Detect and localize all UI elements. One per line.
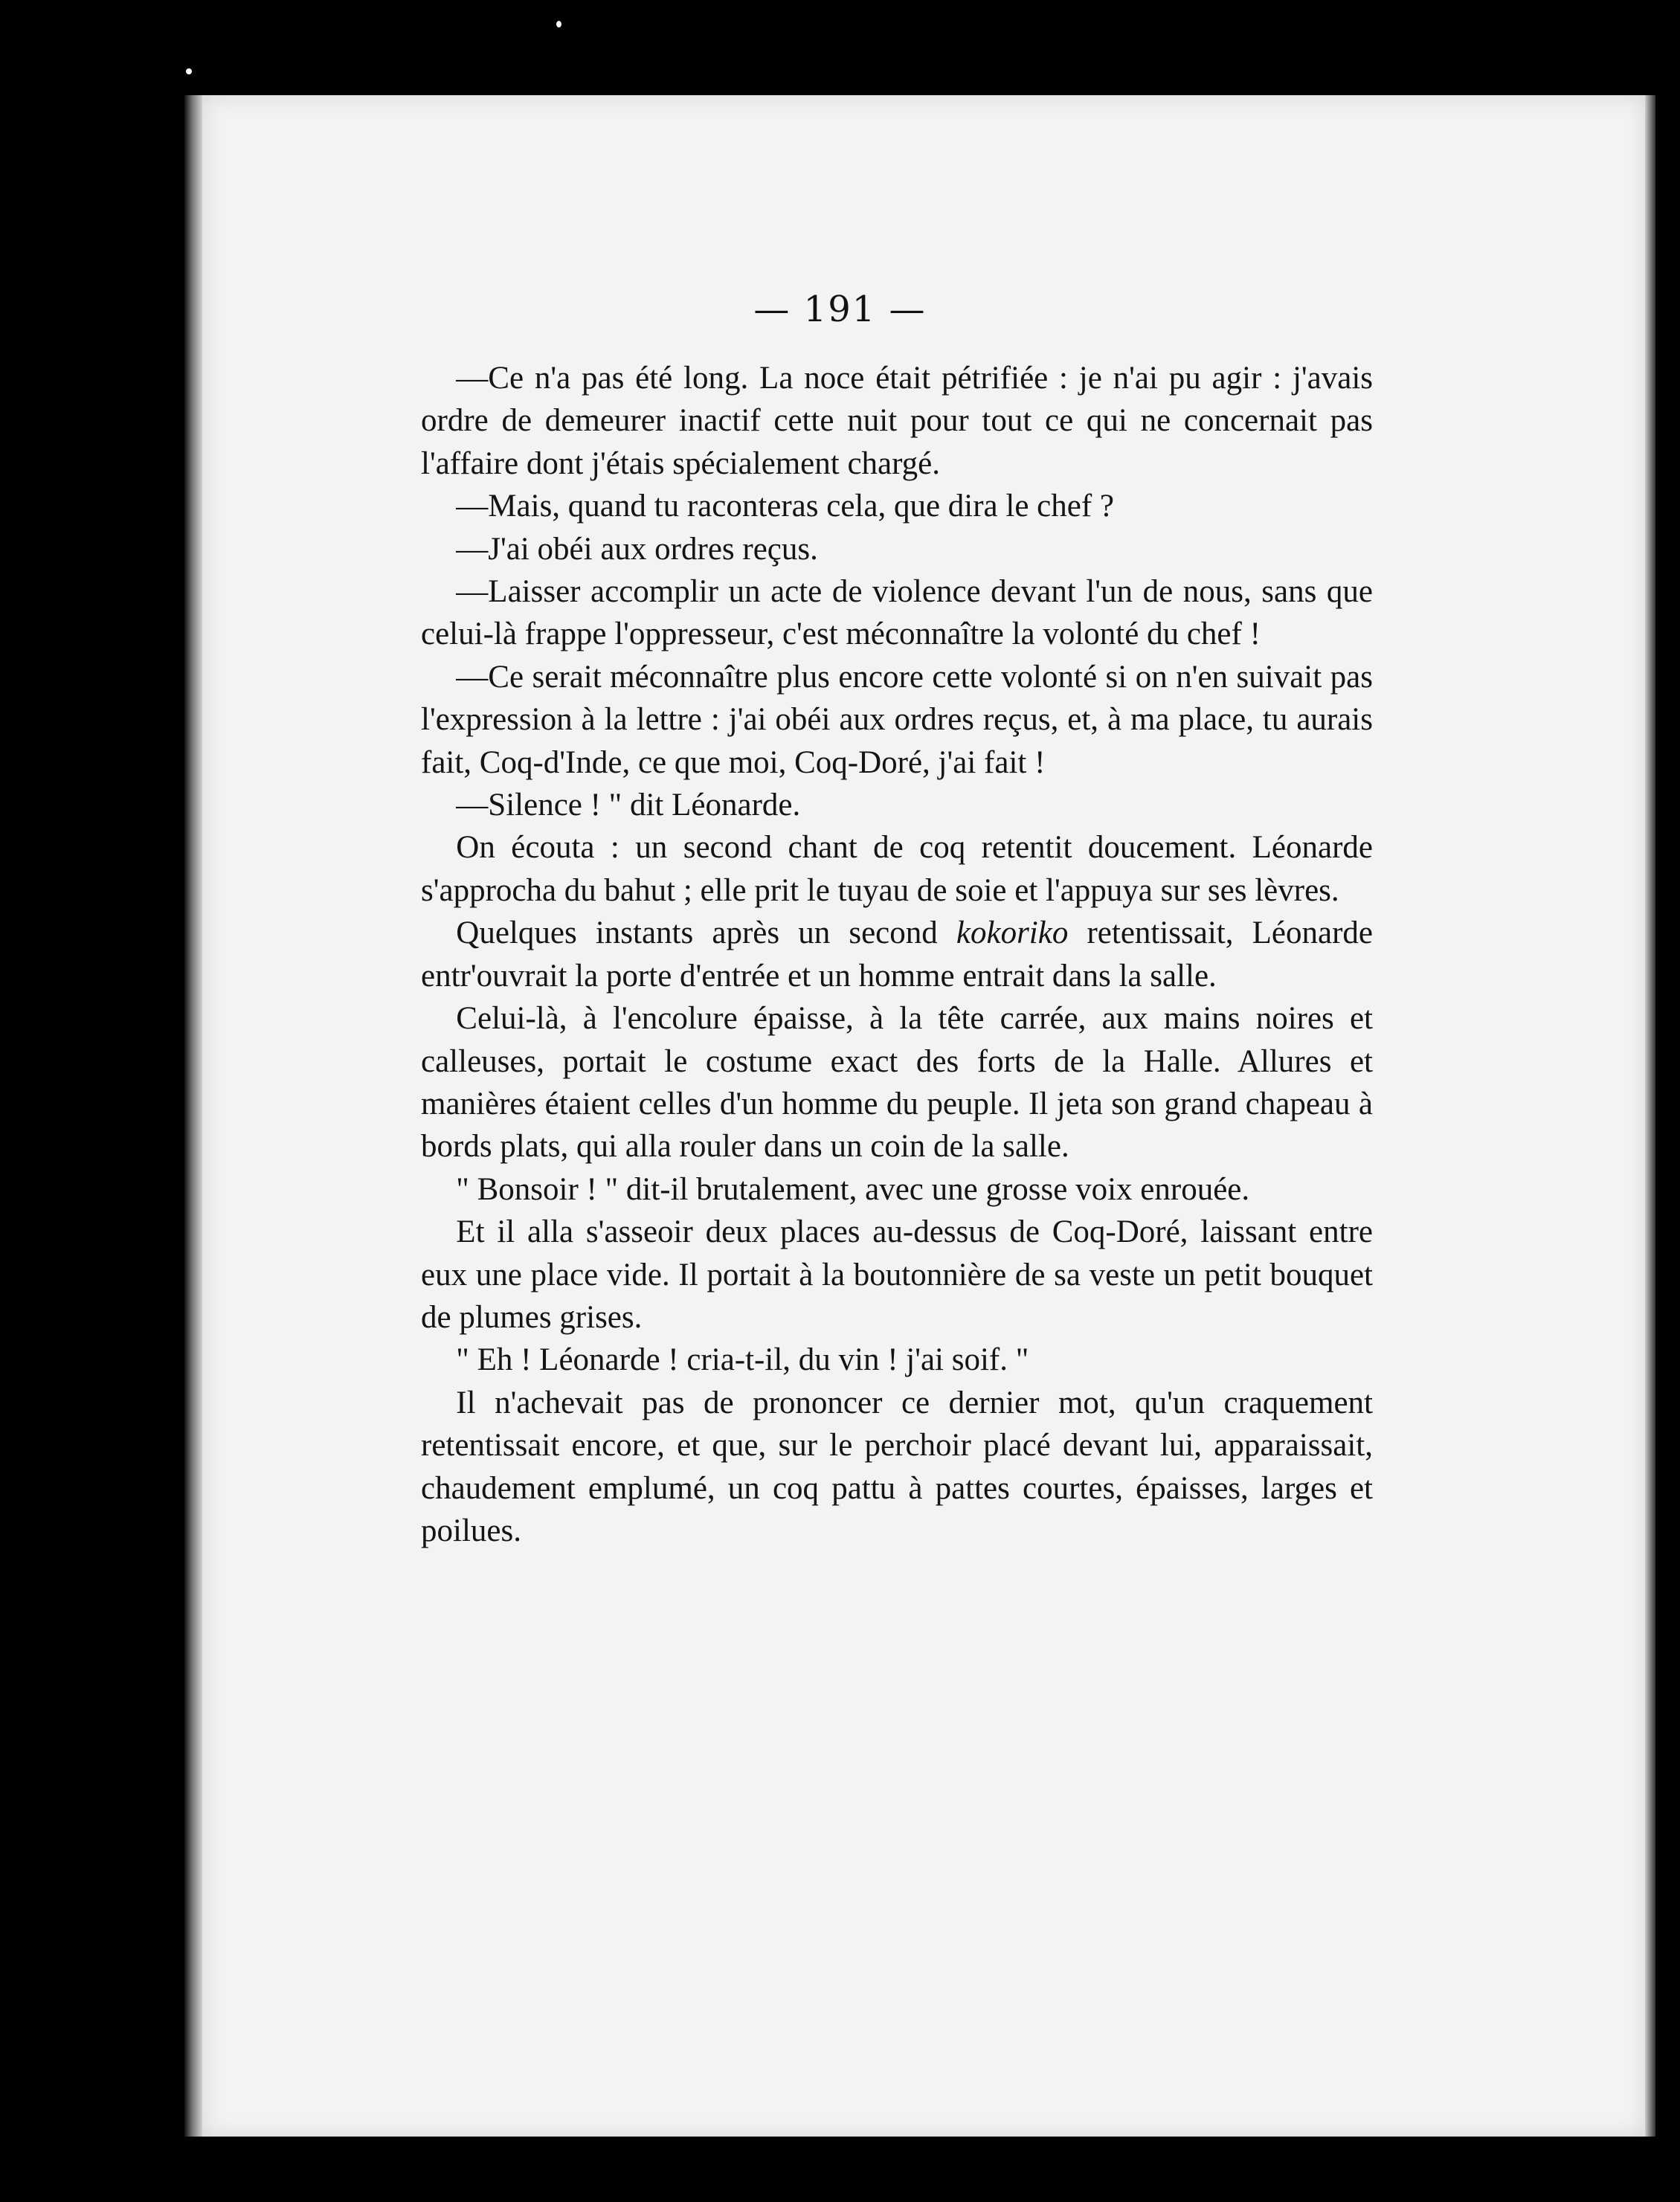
paragraph: —Ce n'a pas été long. La noce était pétrifiée : je n'ai pu agir : j'avais ordre de demeurer inactif cette nuit pour tout ce qui ne concernait pas l'affaire dont j'étais spécialement chargé. [421, 361, 1373, 481]
italic-word: kokoriko [956, 915, 1069, 951]
paragraph: Celui-là, à l'encolure épaisse, à la tête carrée, aux mains noires et calleuses, portait le costume exact des forts de la Halle. Allures et manières étaient celles d'un homme du peuple. Il jeta son grand chapeau à bords plats, qui alla rouler dans un coin de la salle. [421, 1001, 1373, 1165]
paragraph: —Laisser accomplir un acte de violence devant l'un de nous, sans que celui-là frappe l'oppresseur, c'est méconnaître la volonté du chef ! [421, 574, 1373, 652]
paragraph-text: retentissait, Léonarde entr'ouvrait la porte d'entrée et un homme entrait dans la salle. [421, 915, 1373, 994]
body-text [421, 357, 1373, 1552]
paragraph [421, 912, 1373, 997]
book-gutter [184, 95, 204, 2137]
paragraph: —Silence ! " dit Léonarde. [456, 788, 801, 823]
paragraph: " Bonsoir ! " dit-il brutalement, avec une grosse voix enrouée. [456, 1171, 1250, 1207]
speck [556, 21, 561, 28]
paragraph-text: Quelques instants après un second [456, 915, 956, 951]
paragraph: —J'ai obéi aux ordres reçus. [456, 531, 818, 567]
paragraph: —Mais, quand tu raconteras cela, que dira le chef ? [456, 489, 1114, 524]
paragraph: Et il alla s'asseoir deux places au-dessus de Coq-Doré, laissant entre eux une place vide. Il portait à la boutonnière de sa veste un petit bouquet de plumes grises. [421, 1214, 1373, 1335]
speck [186, 68, 192, 74]
paragraph: Il n'achevait pas de prononcer ce dernier mot, qu'un craquement retentissait encore, et que, sur le perchoir placé devant lui, apparaissait, chaudement emplumé, un coq pattu à pattes courtes, épaisses, larges et poilues. [421, 1385, 1373, 1548]
page-number: — 191 — [753, 289, 927, 330]
paragraph: On écouta : un second chant de coq retentit doucement. Léonarde s'approcha du bahut ; elle prit le tuyau de soie et l'appuya sur ses lèvres. [421, 830, 1373, 908]
paragraph: " Eh ! Léonarde ! cria-t-il, du vin ! j'ai soif. " [456, 1342, 1029, 1378]
page-edge [1645, 95, 1655, 2137]
paragraph: —Ce serait méconnaître plus encore cette volonté si on n'en suivait pas l'expression à la lettre : j'ai obéi aux ordres reçus, et, à ma place, tu aurais fait, Coq-d'Inde, ce que moi, Coq-Doré, j'ai fait ! [421, 659, 1373, 780]
